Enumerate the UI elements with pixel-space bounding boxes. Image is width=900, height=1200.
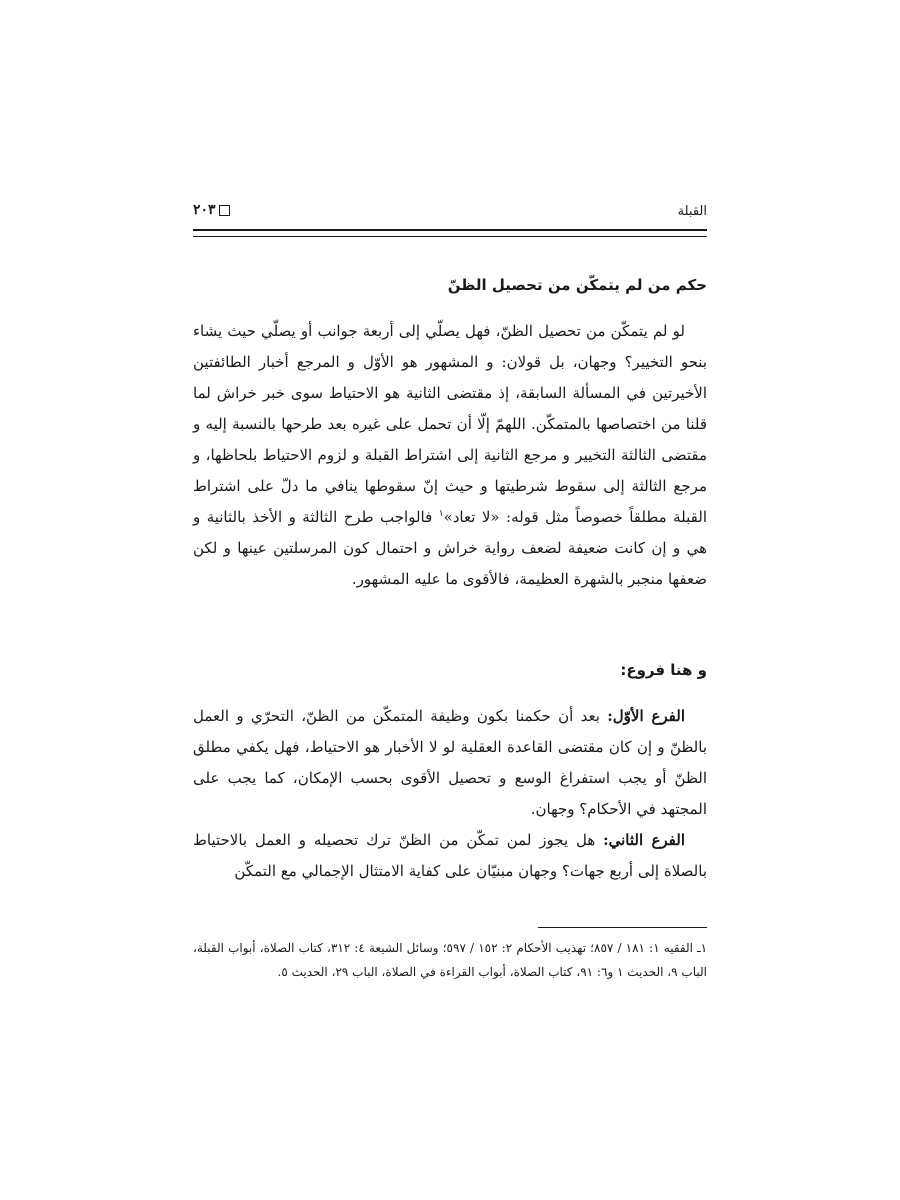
- page-number-value: ٢٠٣: [193, 202, 216, 218]
- header-rule: [193, 229, 707, 237]
- paragraph-main-text-1: لو لم يتمكّن من تحصيل الظنّ، فهل يصلّي إلى أربعة جوانب أو يصلّي حيث يشاء بنحو التخيير؟ وجهان، بل قولان: و المشهور هو الأوّل و المرجع أخبار الطائفتين الأخيرتين في المسألة السابقة، إذ مقتضى الثانية هو الاحتياط سوى خبر خراش لما قلنا من اختصاصها بالمتمكّن. اللهمّ إلّا أن تحمل على غيره بعد طرحها بالنسبة إليه و مقتضى الثالثة التخيير و مرجع الثانية إلى اشتراط القبلة و لزوم الاحتياط بلحاظها، و مرجع الثالثة إلى سقوط شرطيتها و حيث إنّ سقوطها ينافي ما دلّ على اشتراط القبلة مطلقاً خصوصاً مثل قوله: «لا تعاد»: [193, 322, 707, 526]
- running-header: [193, 196, 707, 224]
- section-heading-no-certainty: حكم من لم يتمكّن من تحصيل الظنّ: [447, 276, 707, 294]
- paragraph-branch-1: [193, 701, 707, 825]
- square-ornament-icon: [219, 205, 230, 216]
- paragraph-main: [193, 316, 707, 595]
- section-heading-branches: و هنا فروع:: [620, 661, 707, 679]
- paragraph-branch-2: [193, 825, 707, 887]
- running-title: القبلة: [677, 204, 707, 219]
- branch-2-label: الفرع الثاني:: [603, 831, 685, 849]
- footnote-separator: [538, 927, 707, 928]
- branch-2-text: هل يجوز لمن تمكّن من الظنّ ترك تحصيله و العمل بالاحتياط بالصلاة إلى أربع جهات؟ وجهان مبنيّان على كفاية الامتثال الإجمالي مع التمكّن: [193, 831, 707, 880]
- footnote-marker: ١: [438, 509, 444, 519]
- book-page: [193, 196, 707, 996]
- branch-1-label: الفرع الأوّل:: [607, 707, 685, 725]
- footnote: ١ـ الفقيه ١: ١٨١ / ٨٥٧؛ تهذيب الأحكام ٢: ١٥٢ / ٥٩٧؛ وسائل الشيعة ٤: ٣١٢، كتاب الصلاة، أبواب القبلة، الباب ٩، الحديث ١ و٦: ٩١، كتاب الصلاة، أبواب القراءة في الصلاة، الباب ٢٩، الحديث ٥.: [193, 941, 708, 979]
- paragraph-main-text-2: فالواجب طرح الثالثة و الأخذ بالثانية و هي و إن كانت ضعيفة لضعف رواية خراش و احتمال كون المرسلتين عينها و لكن ضعفها منجبر بالشهرة العظيمة، فالأقوى ما عليه المشهور.: [193, 508, 707, 588]
- page-number: [193, 202, 230, 218]
- branch-1-text: بعد أن حكمنا بكون وظيفة المتمكّن من الظنّ، التحرّي و العمل بالظنّ و إن كان مقتضى القاعدة العقلية لو لا الأخبار هو الاحتياط، فهل يكفي مطلق الظنّ أو يجب استفراغ الوسع و تحصيل الأقوى بحسب الإمكان، كما يجب على المجتهد في الأحكام؟ وجهان.: [193, 707, 707, 818]
